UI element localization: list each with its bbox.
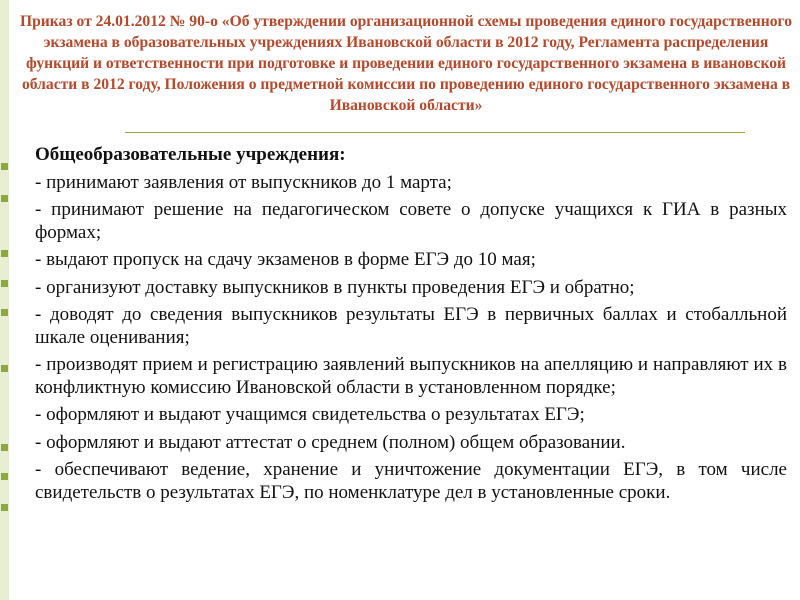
list-item: - организуют доставку выпускников в пункты проведения ЕГЭ и обратно; — [35, 276, 635, 298]
bullet-marker — [1, 504, 8, 511]
bullet-marker — [1, 195, 8, 202]
slide-title: Приказ от 24.01.2012 № 90-о «Об утверждении организационной схемы проведения единого государственного экзамена в образовательных учреждениях Ивановской области в 2012 году, Регламента распределения функций и ответственности при подготовке и проведении единого государственного экзамена в ивановской области в 2012 году, Положения о предметной комиссии по проведению единого государственного экзамена в Ивановской области» — [20, 13, 792, 114]
list-item: - принимают заявления от выпускников до 1 марта; — [35, 171, 452, 193]
bullet-marker — [1, 280, 8, 287]
section-heading: Общеобразовательные учреждения: — [35, 144, 346, 165]
slide-body — [35, 144, 787, 509]
list-item: - выдают пропуск на сдачу экзаменов в форме ЕГЭ до 10 мая; — [35, 249, 536, 270]
bullet-marker — [1, 444, 8, 451]
bullet-marker — [1, 163, 8, 170]
list-item: - производят прием и регистрацию заявлений выпускников на апелляцию и направляют их в конфликтную комиссию Ивановской области в установленном порядке; — [35, 354, 787, 398]
list-item: - принимают решение на педагогическом совете о допуске учащихся к ГИА в разных формах; — [35, 199, 787, 243]
bullet-marker — [1, 365, 8, 372]
bullet-markers — [0, 138, 12, 578]
list-item: - оформляют и выдают аттестат о среднем (полном) общем образовании. — [35, 431, 626, 453]
list-item: - обеспечивают ведение, хранение и уничтожение документации ЕГЭ, в том числе свидетельств о результатах ЕГЭ, по номенклатуре дел в установленные сроки. — [35, 459, 787, 503]
bullet-marker — [1, 309, 8, 316]
list-item: - доводят до сведения выпускников результаты ЕГЭ в первичных баллах и стобалльной шкале оценивания; — [35, 304, 787, 348]
title-underline — [125, 132, 745, 133]
list-item: - оформляют и выдают учащимся свидетельства о результатах ЕГЭ; — [35, 404, 585, 425]
bullet-marker — [1, 250, 8, 257]
bullet-marker — [1, 473, 8, 480]
